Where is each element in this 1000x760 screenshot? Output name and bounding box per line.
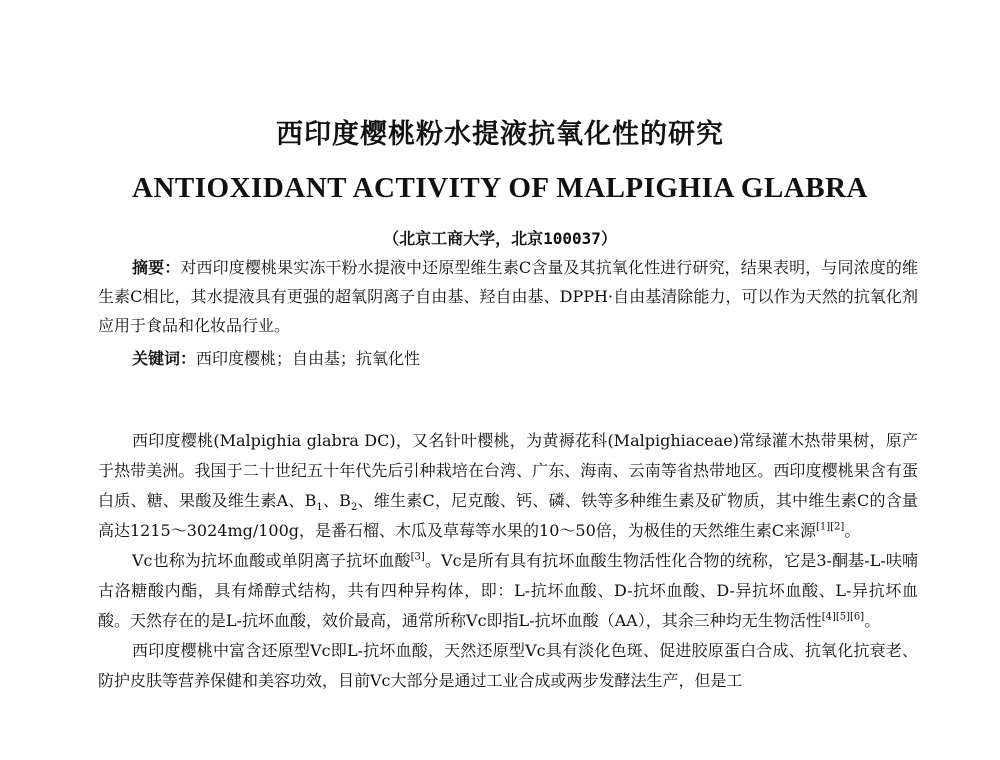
text-run: 。	[864, 611, 881, 630]
keywords-text: 西印度樱桃；自由基；抗氧化性	[196, 349, 421, 368]
abstract-text: 对西印度樱桃果实冻干粉水提液中还原型维生素C含量及其抗氧化性进行研究，结果表明，与同浓度的维生素C相比，其水提液具有更强的超氧阴离子自由基、羟自由基、DPPH·自由基清除能力，可以作为天然的抗氧化剂应用于食品和化妆品行业。	[98, 258, 918, 335]
citation: [3]	[410, 551, 425, 563]
text-run: 西印度樱桃(Malpighia glabra DC)，又名针叶樱桃，为黄褥花科(Malpighiaceae)常绿灌木热带果树，原产于热带美洲。我国于二十世纪五十年代先后引种栽培在台湾、广东、海南、云南等省热带地区。西印度樱桃果含有蛋白质、糖、果酸及维生素A、B	[98, 431, 918, 510]
title-chinese: 西印度樱桃粉水提液抗氧化性的研究	[276, 119, 724, 150]
abstract	[98, 253, 918, 340]
text-run: 、B	[322, 491, 351, 510]
keywords	[98, 344, 918, 373]
subscript: 2	[350, 502, 358, 514]
text-run: 。Vc是所有具有抗坏血酸生物活性化合物的统称，它是3-酮基-L-呋喃古洛糖酸内酯，具有烯醇式结构，共有四种异构体，即：L-抗坏血酸、D-抗坏血酸、D-异抗坏血酸、L-异抗坏血酸。天然存在的是L-抗坏血酸，效价最高，通常所称Vc即指L-抗坏血酸（AA），其余三种均无生物活性	[98, 551, 918, 630]
citation: [1][2]	[816, 521, 845, 533]
citation: [4][5][6]	[821, 611, 865, 623]
paragraph-acerola-vc: 西印度樱桃中富含还原型Vc即L-抗坏血酸，天然还原型Vc具有淡化色斑、促进胶原蛋白合成、抗氧化抗衰老、防护皮肤等营养保健和美容功效，目前Vc大部分是通过工业合成或两步发酵法生产，但是工	[98, 641, 918, 690]
text-run: 。	[844, 521, 861, 540]
paragraph-intro	[98, 426, 918, 546]
subscript: 1	[316, 502, 323, 514]
affiliation: （北京工商大学，北京100037）	[383, 229, 617, 248]
text-run: Vc也称为抗坏血酸或单阴离子抗坏血酸	[132, 551, 411, 570]
body-text	[98, 426, 918, 696]
paragraph-vitamin-c	[98, 546, 918, 636]
keywords-label: 关键词：	[132, 349, 197, 368]
text-run: 、维生素C，尼克酸、钙、磷、铁等多种维生素及矿物质，其中维生素C的含量高达1215～3024mg/100g，是番石榴、木瓜及草莓等水果的10～50倍，为极佳的天然维生素C来源	[98, 491, 918, 540]
title-english: ANTIOXIDANT ACTIVITY OF MALPIGHIA GLABRA	[132, 172, 868, 204]
abstract-label: 摘要：	[132, 258, 181, 277]
